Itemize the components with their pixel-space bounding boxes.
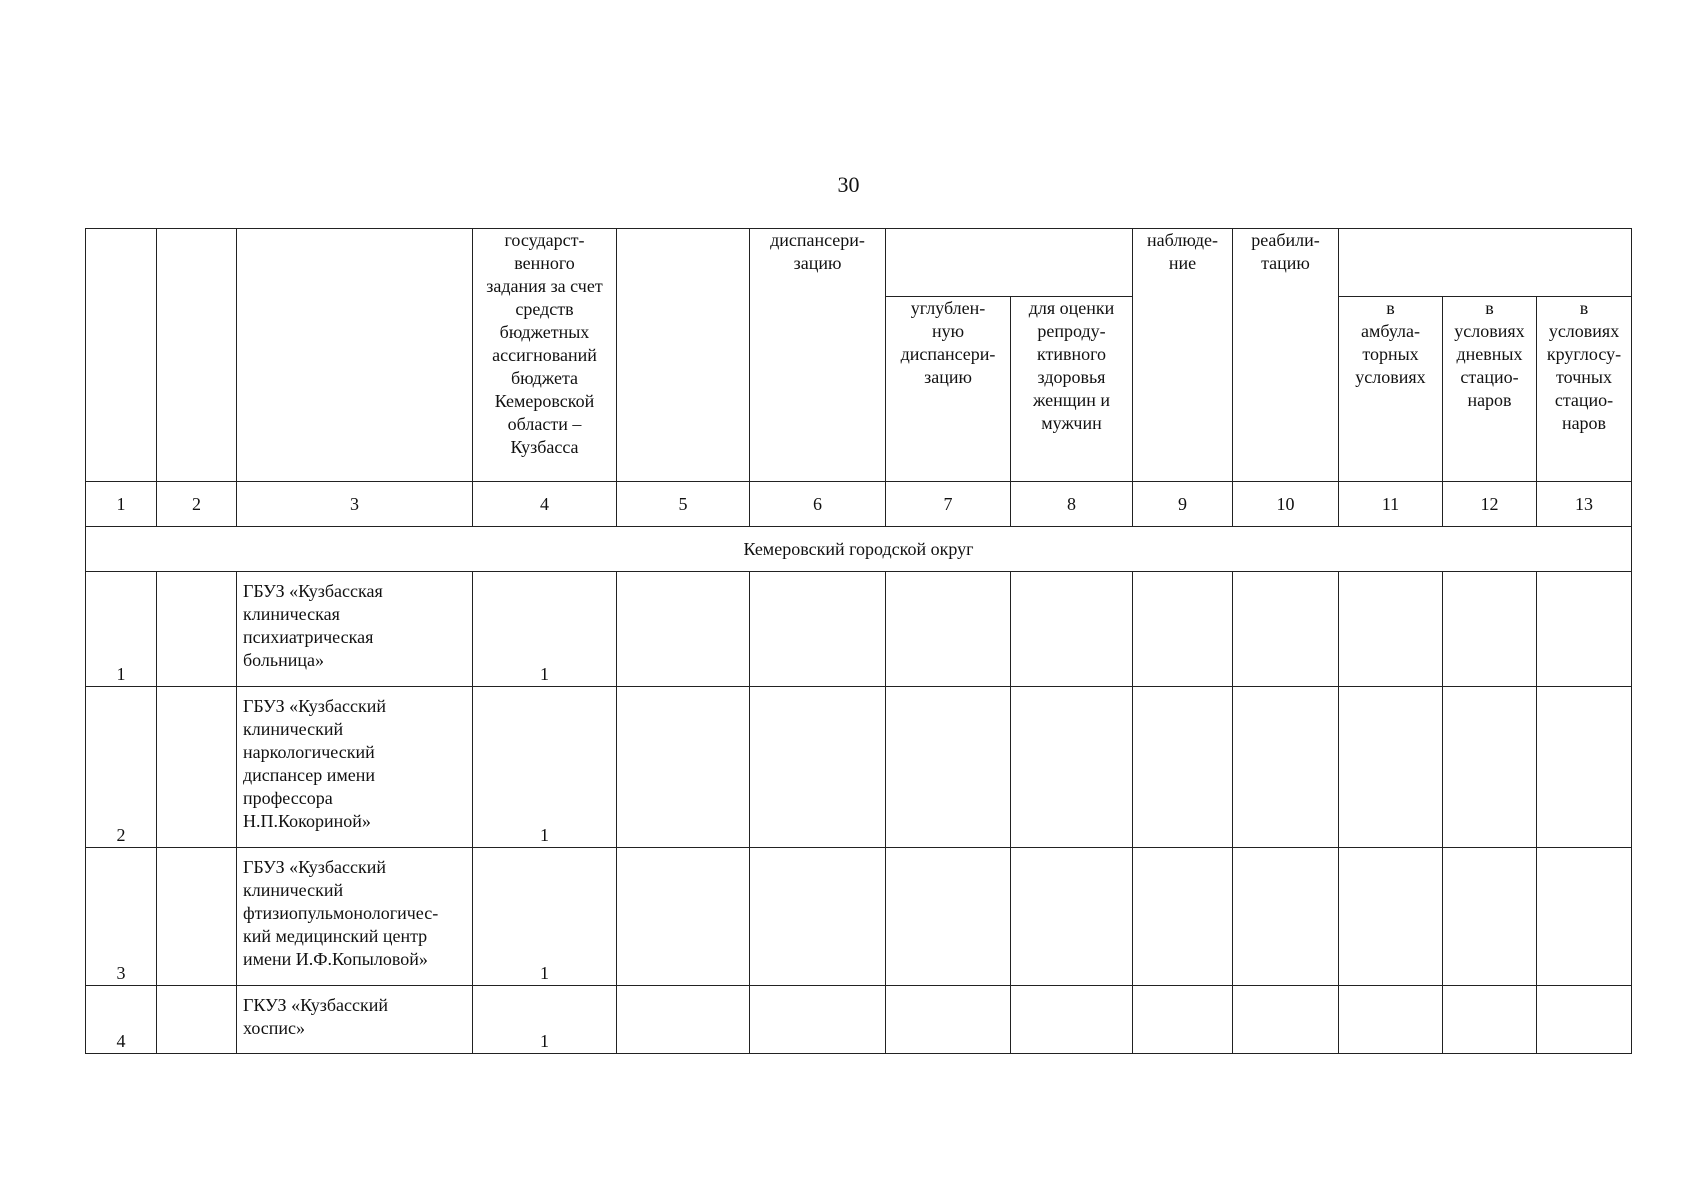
header-cell-9: наблюде- ние [1133, 229, 1233, 482]
header-row-top [86, 229, 1632, 297]
row-cell [1011, 848, 1133, 986]
row-cell [1537, 687, 1632, 848]
header-cell-6: диспансери- зацию [750, 229, 886, 482]
facility-name: ГКУЗ «Кузбасский хоспис» [237, 986, 473, 1054]
row-cell [750, 848, 886, 986]
column-number: 10 [1233, 482, 1339, 527]
row-cell [750, 986, 886, 1054]
row-cell [750, 687, 886, 848]
column-number: 4 [473, 482, 617, 527]
row-value-col4: 1 [473, 687, 617, 848]
row-number: 1 [86, 572, 157, 687]
table-row [86, 687, 1632, 848]
row-cell [1537, 572, 1632, 687]
column-number: 5 [617, 482, 750, 527]
row-cell [1233, 687, 1339, 848]
row-number: 3 [86, 848, 157, 986]
facility-name: ГБУЗ «Кузбасская клиническая психиатрическая больница» [237, 572, 473, 687]
column-number: 8 [1011, 482, 1133, 527]
page-number: 30 [837, 172, 860, 197]
row-cell [617, 572, 750, 687]
row-cell [886, 986, 1011, 1054]
row-cell [1443, 986, 1537, 1054]
row-cell [157, 572, 237, 687]
header-cell-11-13-group [1339, 229, 1632, 297]
section-title: Кемеровский городской округ [86, 527, 1632, 572]
header-cell-8: для оценки репроду- ктивного здоровья женщин и мужчин [1011, 297, 1133, 482]
table-row [86, 986, 1632, 1054]
column-number: 11 [1339, 482, 1443, 527]
facility-name: ГБУЗ «Кузбасский клинический фтизиопульмонологичес- кий медицинский центр имени И.Ф.Копыловой» [237, 848, 473, 986]
row-cell [1443, 572, 1537, 687]
row-number: 2 [86, 687, 157, 848]
row-cell [1339, 687, 1443, 848]
column-number: 13 [1537, 482, 1632, 527]
row-cell [1339, 986, 1443, 1054]
row-cell [1011, 687, 1133, 848]
row-cell [1133, 986, 1233, 1054]
row-cell [886, 848, 1011, 986]
row-cell [1443, 687, 1537, 848]
facility-name: ГБУЗ «Кузбасский клинический наркологический диспансер имени профессора Н.П.Кокориной» [237, 687, 473, 848]
row-cell [1233, 986, 1339, 1054]
row-cell [1443, 848, 1537, 986]
row-cell [1537, 848, 1632, 986]
row-cell [1537, 986, 1632, 1054]
header-cell-7-8-group [886, 229, 1133, 297]
row-cell [750, 572, 886, 687]
row-cell [157, 848, 237, 986]
header-cell-7: углублен- ную диспансери- зацию [886, 297, 1011, 482]
row-value-col4: 1 [473, 848, 617, 986]
column-number: 7 [886, 482, 1011, 527]
row-cell [886, 572, 1011, 687]
row-cell [1339, 848, 1443, 986]
row-cell [1011, 572, 1133, 687]
row-value-col4: 1 [473, 572, 617, 687]
row-cell [1233, 848, 1339, 986]
header-cell-12: в условиях дневных стацио- наров [1443, 297, 1537, 482]
column-number: 3 [237, 482, 473, 527]
row-cell [157, 986, 237, 1054]
column-number: 1 [86, 482, 157, 527]
header-cell-11: в амбула- торных условиях [1339, 297, 1443, 482]
row-cell [617, 986, 750, 1054]
header-cell-5 [617, 229, 750, 482]
row-cell [886, 687, 1011, 848]
header-cell-2 [157, 229, 237, 482]
row-cell [1133, 848, 1233, 986]
header-cell-3 [237, 229, 473, 482]
section-row [86, 527, 1632, 572]
facilities-table [85, 228, 1632, 1054]
row-cell [1133, 687, 1233, 848]
column-number: 2 [157, 482, 237, 527]
table-row [86, 572, 1632, 687]
header-cell-4: государст- венного задания за счет средств бюджетных ассигнований бюджета Кемеровской области – Кузбасса [473, 229, 617, 482]
row-cell [617, 687, 750, 848]
row-cell [1339, 572, 1443, 687]
row-cell [157, 687, 237, 848]
column-number: 9 [1133, 482, 1233, 527]
row-number: 4 [86, 986, 157, 1054]
column-number-row [86, 482, 1632, 527]
column-number: 12 [1443, 482, 1537, 527]
row-cell [1233, 572, 1339, 687]
column-number: 6 [750, 482, 886, 527]
header-cell-13: в условиях круглосу- точных стацио- наров [1537, 297, 1632, 482]
table-row [86, 848, 1632, 986]
header-cell-10: реабили- тацию [1233, 229, 1339, 482]
row-cell [1011, 986, 1133, 1054]
row-cell [617, 848, 750, 986]
row-cell [1133, 572, 1233, 687]
row-value-col4: 1 [473, 986, 617, 1054]
header-cell-1 [86, 229, 157, 482]
